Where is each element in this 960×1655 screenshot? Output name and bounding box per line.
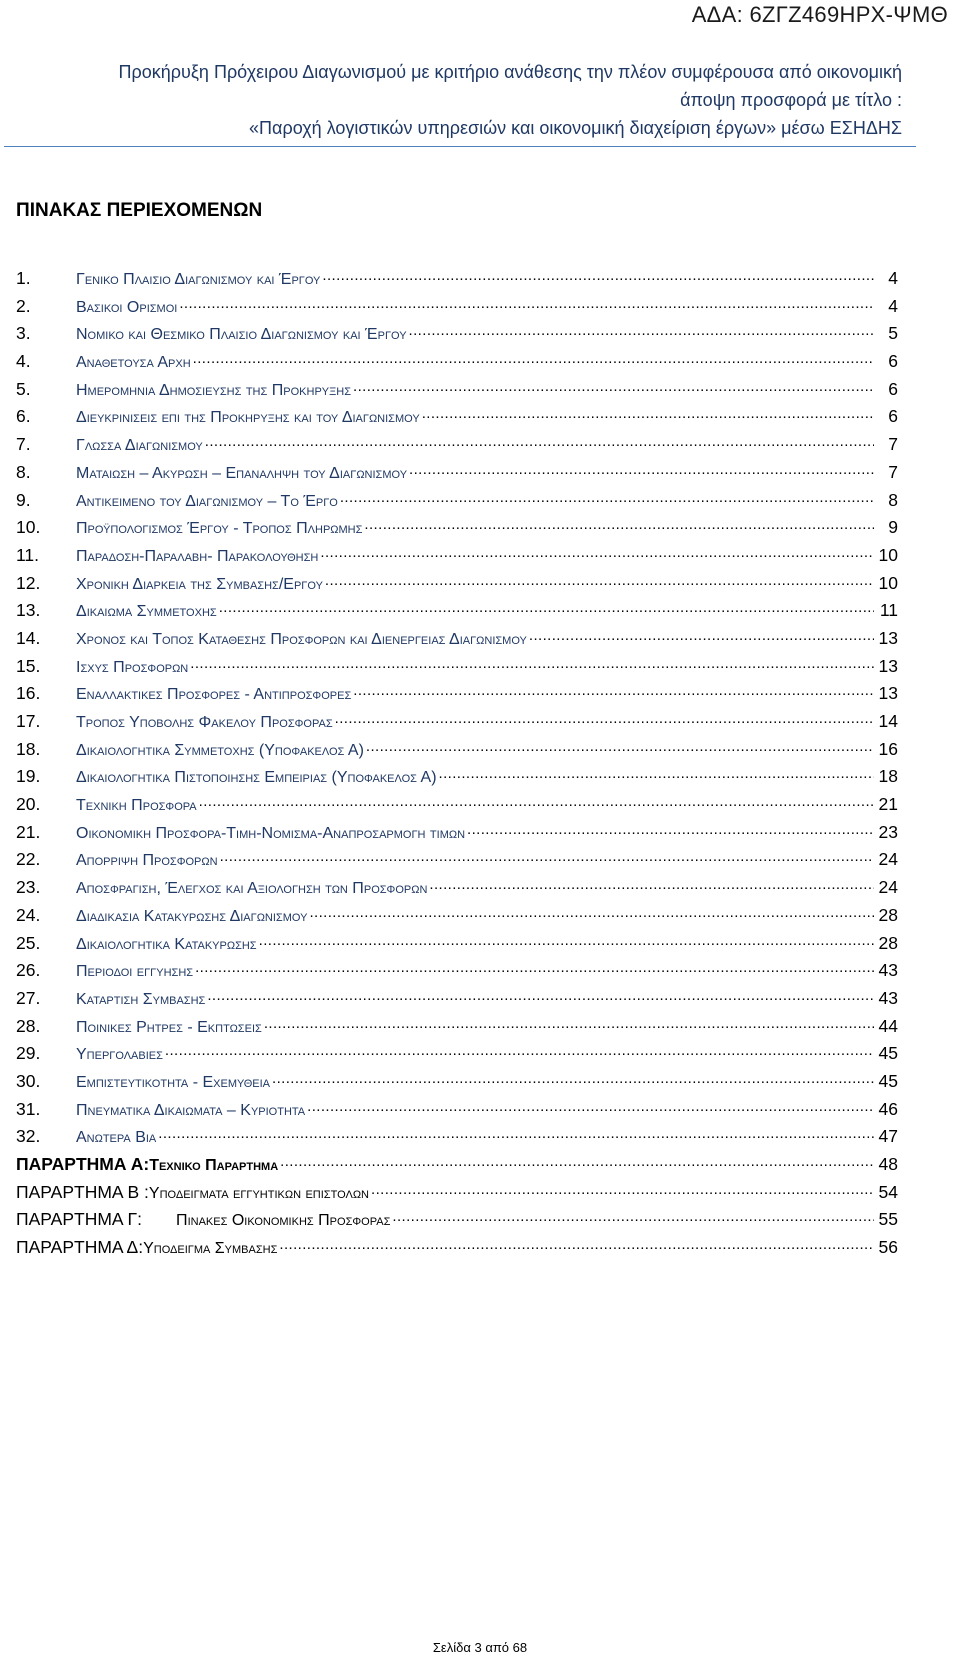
toc-entry[interactable] (16, 956, 898, 984)
toc-entry-number: 18. (16, 738, 41, 759)
toc-leader-dots (165, 1039, 874, 1059)
toc-entry-page: 45 (878, 1070, 898, 1091)
toc-entry[interactable] (16, 762, 898, 790)
toc-entry-page: 13 (878, 627, 898, 648)
toc-entry-title[interactable]: Ποινικες Ρητρες - Εκπτωσεις (76, 1018, 262, 1036)
toc-leader-dots (279, 1233, 874, 1253)
toc-entry-number: 10. (16, 517, 41, 538)
toc-entry-page: 23 (878, 821, 898, 842)
toc-entry-title[interactable]: Παραδοση-Παραλαβη- Παρακολουθηση (76, 547, 319, 565)
toc-leader-dots (307, 1095, 874, 1115)
toc-entry-page: 24 (878, 849, 898, 870)
table-of-contents (16, 264, 898, 1261)
toc-entry-number: 26. (16, 960, 41, 981)
toc-entry-title[interactable]: Νομικο και Θεσμικο Πλαισιο Διαγωνισμου και Έργου (76, 326, 407, 344)
toc-entry[interactable] (16, 292, 898, 320)
toc-title: ΠΙΝΑΚΑΣ ΠΕΡΙΕΧΟΜΕΝΩΝ (16, 200, 263, 221)
page-footer: Σελίδα 3 από 68 (432, 1640, 528, 1655)
toc-entry-page: 13 (878, 683, 898, 704)
toc-entry-page: 46 (878, 1098, 898, 1119)
toc-entry-title[interactable]: Διαδικασια Κατακυρωσης Διαγωνισμου (76, 907, 308, 925)
toc-entry[interactable] (16, 347, 898, 375)
toc-entry-page: 44 (878, 1015, 898, 1036)
toc-entry-title[interactable]: Απορριψη Προσφορων (76, 852, 218, 870)
toc-entry-title[interactable]: Ημερομηνια Δημοσιευσης της Προκηρυξης (76, 381, 352, 399)
toc-entry-title[interactable]: Ματαιωση – Ακυρωση – Επαναληψη του Διαγωνισμου (76, 464, 408, 482)
appendix-label: ΠΑΡΑΡΤΗΜΑ Γ: (16, 1209, 143, 1230)
toc-leader-dots (409, 458, 874, 478)
toc-leader-dots (280, 1150, 874, 1170)
toc-leader-dots (409, 319, 874, 339)
toc-entry[interactable] (16, 901, 898, 929)
toc-entry-title[interactable]: Δικαιολογητικα Συμμετοχης (Υποφακελος Α) (76, 741, 364, 759)
toc-entry[interactable] (16, 1122, 898, 1150)
toc-leader-dots (335, 707, 874, 727)
toc-leader-dots (439, 762, 874, 782)
toc-leader-dots (366, 735, 874, 755)
toc-entry-number: 25. (16, 932, 41, 953)
toc-entry-number: 8. (16, 461, 31, 482)
header-line-2: άποψη προσφορά με τίτλο : (680, 90, 902, 110)
toc-entry-page: 24 (878, 877, 898, 898)
toc-leader-dots (193, 347, 874, 367)
toc-entry-title[interactable]: Καταρτιση Συμβασης (76, 990, 206, 1008)
toc-entry-page: 56 (878, 1237, 898, 1258)
appendix-title[interactable]: Υποδειγμα Συμβασης (143, 1240, 278, 1258)
toc-entry[interactable] (16, 845, 898, 873)
toc-entry-title[interactable]: Αναθετουσα Αρχη (76, 354, 191, 372)
toc-entry-number: 22. (16, 849, 41, 870)
toc-entry-title[interactable]: Ανωτερα Βια (76, 1129, 157, 1147)
toc-entry-number: 16. (16, 683, 41, 704)
toc-leader-dots (371, 1178, 874, 1198)
toc-leader-dots (220, 845, 874, 865)
toc-leader-dots (190, 652, 874, 672)
toc-entry[interactable] (16, 458, 898, 486)
toc-leader-dots (353, 679, 874, 699)
ada-code: ΑΔΑ: 6ΖΓΖ469ΗΡΧ-ΨΜΘ (691, 2, 948, 27)
toc-leader-dots (179, 292, 874, 312)
toc-entry[interactable] (16, 541, 898, 569)
toc-entry-page: 47 (878, 1126, 898, 1147)
toc-entry-title[interactable]: Δικαιολογητικα Κατακυρωσης (76, 935, 257, 953)
toc-entry-number: 6. (16, 406, 31, 427)
appendix-label: ΠΑΡΑΡΤΗΜΑ Δ: (16, 1237, 144, 1258)
toc-entry-page: 16 (878, 738, 898, 759)
toc-entry-number: 29. (16, 1043, 41, 1064)
toc-entry-title[interactable]: Εμπιστευτικοτητα - Εχεμυθεια (76, 1073, 270, 1091)
toc-entry-page: 55 (878, 1209, 898, 1230)
toc-entry[interactable] (16, 1039, 898, 1067)
toc-entry[interactable] (16, 430, 898, 458)
toc-entry-number: 19. (16, 766, 41, 787)
toc-leader-dots (467, 818, 874, 838)
toc-entry-number: 20. (16, 794, 41, 815)
toc-leader-dots (199, 790, 874, 810)
appendix-title[interactable]: Πινακες Οικονομικης Προσφορας (176, 1212, 391, 1230)
toc-entry[interactable] (16, 707, 898, 735)
toc-entry-page: 7 (888, 461, 898, 482)
toc-entry-number: 9. (16, 489, 31, 510)
toc-leader-dots (272, 1067, 874, 1087)
toc-entry-page: 4 (888, 268, 898, 288)
toc-entry-number: 13. (16, 600, 41, 621)
toc-entry-title[interactable]: Γλωσσα Διαγωνισμου (76, 437, 203, 455)
toc-appendix-entry[interactable] (16, 1233, 898, 1261)
toc-entry-page: 43 (878, 987, 898, 1008)
toc-leader-dots (264, 1012, 874, 1032)
toc-entry[interactable] (16, 486, 898, 514)
toc-entry-page: 10 (878, 572, 898, 593)
toc-entry-title[interactable]: Διευκρινισεις επι της Προκηρυξης και του Διαγωνισμου (76, 409, 420, 427)
toc-entry-number: 32. (16, 1126, 41, 1147)
toc-entry[interactable] (16, 652, 898, 680)
toc-entry-title[interactable]: Οικονομικη Προσφορα-Τιμη-Νομισμα-Αναπροσαρμογη τιμων (76, 824, 466, 842)
toc-entry[interactable] (16, 1095, 898, 1123)
toc-entry-page: 21 (878, 794, 898, 815)
toc-leader-dots (309, 901, 874, 921)
toc-entry-title[interactable]: Προϋπολογισμος Έργου - Τροπος Πληρωμης (76, 520, 363, 538)
toc-entry[interactable] (16, 624, 898, 652)
toc-leader-dots (207, 984, 874, 1004)
toc-appendix-entry[interactable] (16, 1150, 898, 1178)
toc-entry[interactable] (16, 1012, 898, 1040)
toc-entry[interactable] (16, 569, 898, 597)
header-line-1: Προκήρυξη Πρόχειρου Διαγωνισμού με κριτήριο ανάθεσης την πλέον συμφέρουσα από οικονομική (118, 62, 902, 82)
toc-entry[interactable] (16, 375, 898, 403)
toc-entry-page: 4 (888, 295, 898, 316)
toc-entry[interactable] (16, 1067, 898, 1095)
toc-entry-number: 21. (16, 821, 41, 842)
toc-entry[interactable] (16, 402, 898, 430)
toc-entry-title[interactable]: Ισχυς Προσφορων (76, 658, 189, 676)
toc-entry-number: 24. (16, 904, 41, 925)
toc-leader-dots (219, 596, 874, 616)
toc-entry-page: 7 (888, 434, 898, 455)
toc-entry-number: 2. (16, 295, 31, 316)
toc-entry-number: 11. (16, 544, 40, 565)
toc-leader-dots (322, 264, 874, 284)
toc-leader-dots (422, 402, 874, 422)
toc-leader-dots (320, 541, 874, 561)
toc-entry-number: 5. (16, 378, 31, 399)
toc-entry[interactable] (16, 818, 898, 846)
toc-entry-title[interactable]: Αποσφραγιση, Έλεγχος και Αξιολογηση των Προσφορων (76, 880, 428, 898)
toc-entry-number: 1. (16, 268, 31, 288)
toc-entry-page: 8 (888, 489, 898, 510)
toc-entry-page: 6 (888, 406, 898, 427)
toc-entry-number: 12. (16, 572, 41, 593)
toc-leader-dots (353, 375, 874, 395)
toc-entry-title[interactable]: Δικαιολογητικα Πιστοποιησης Εμπειριας (Υποφακελος Α) (76, 769, 437, 787)
toc-entry[interactable] (16, 264, 898, 292)
toc-entry-page: 54 (878, 1181, 898, 1202)
toc-entry-number: 7. (16, 434, 31, 455)
toc-leader-dots (529, 624, 874, 644)
toc-entry-page: 13 (878, 655, 898, 676)
toc-leader-dots (205, 430, 874, 450)
toc-entry-page: 5 (888, 323, 898, 344)
toc-entry-title[interactable]: Χρονικη Διαρκεια της Συμβασης/Εργου (76, 575, 323, 593)
toc-entry-page: 18 (878, 766, 898, 787)
toc-entry-page: 9 (888, 517, 898, 538)
toc-entry-page: 6 (888, 378, 898, 399)
toc-entry-number: 3. (16, 323, 31, 344)
toc-entry-title[interactable]: Βασικοι Ορισμοι (76, 298, 178, 316)
toc-entry-page: 48 (878, 1154, 898, 1174)
appendix-title[interactable]: Υποδειγματα εγγυητικων επιστολων (148, 1184, 370, 1202)
toc-entry[interactable] (16, 513, 898, 541)
appendix-label: ΠΑΡΑΡΤΗΜΑ Β : (16, 1181, 149, 1202)
toc-entry-number: 4. (16, 351, 31, 372)
toc-entry-title[interactable]: Δικαιωμα Συμμετοχης (76, 603, 217, 621)
toc-entry-title[interactable]: Τροπος Υποβολης Φακελου Προσφορας (76, 714, 333, 731)
toc-entry-number: 15. (16, 655, 41, 676)
toc-leader-dots (364, 513, 874, 533)
toc-entry-number: 17. (16, 711, 41, 731)
toc-entry-number: 31. (16, 1098, 41, 1119)
toc-entry-title[interactable]: Εναλλακτικες Προσφορες - Αντιπροσφορες (76, 686, 352, 704)
toc-leader-dots (392, 1205, 874, 1225)
toc-entry[interactable] (16, 735, 898, 763)
toc-entry-title[interactable]: Τεχνικη Προσφορα (76, 797, 197, 815)
toc-entry-page: 43 (878, 960, 898, 981)
toc-leader-dots (340, 486, 874, 506)
toc-entry-number: 30. (16, 1070, 41, 1091)
toc-entry-page: 14 (878, 711, 898, 731)
toc-entry[interactable] (16, 596, 898, 624)
toc-entry-title[interactable]: Χρονος και Τοπος Καταθεσης Προσφορων και Διενεργειας Διαγωνισμου (76, 630, 527, 648)
toc-entry[interactable] (16, 679, 898, 707)
document-header (10, 58, 902, 142)
header-divider (4, 146, 916, 147)
toc-entry-number: 14. (16, 627, 41, 648)
toc-leader-dots (429, 873, 874, 893)
toc-entry[interactable] (16, 790, 898, 818)
toc-entry[interactable] (16, 319, 898, 347)
toc-entry-page: 10 (878, 544, 898, 565)
toc-appendix-entry[interactable] (16, 1205, 898, 1233)
toc-entry-title[interactable]: Πνευματικα Δικαιωματα – Κυριοτητα (76, 1101, 306, 1119)
header-line-3: «Παροχή λογιστικών υπηρεσιών και οικονομική διαχείριση έργων» μέσω ΕΣΗΔΗΣ (249, 118, 902, 138)
toc-entry[interactable] (16, 929, 898, 957)
toc-entry-title[interactable]: Υπεργολαβιες (76, 1046, 163, 1064)
toc-entry-number: 23. (16, 877, 41, 898)
toc-entry-page: 45 (878, 1043, 898, 1064)
toc-entry-title[interactable]: Γενικο Πλαισιο Διαγωνισμου και Έργου (76, 271, 321, 288)
toc-entry-page: 11 (879, 600, 898, 621)
toc-leader-dots (325, 569, 874, 589)
toc-entry-title[interactable]: Περιοδοι εγγυησης (76, 963, 194, 981)
toc-entry[interactable] (16, 873, 898, 901)
toc-leader-dots (259, 929, 874, 949)
toc-entry-number: 27. (16, 987, 41, 1008)
toc-appendix-entry[interactable] (16, 1178, 898, 1206)
appendix-label: ΠΑΡΑΡΤΗΜΑ Α: (16, 1154, 150, 1174)
toc-leader-dots (158, 1122, 874, 1142)
toc-entry-page: 28 (878, 932, 898, 953)
toc-entry-page: 28 (878, 904, 898, 925)
toc-entry-number: 28. (16, 1015, 41, 1036)
toc-entry[interactable] (16, 984, 898, 1012)
toc-entry-title[interactable]: Αντικειμενο του Διαγωνισμου – Το Έργο (76, 492, 338, 510)
toc-entry-page: 6 (888, 351, 898, 372)
toc-leader-dots (195, 956, 874, 976)
appendix-title[interactable]: Τεχνικο Παραρτημα (149, 1157, 279, 1174)
